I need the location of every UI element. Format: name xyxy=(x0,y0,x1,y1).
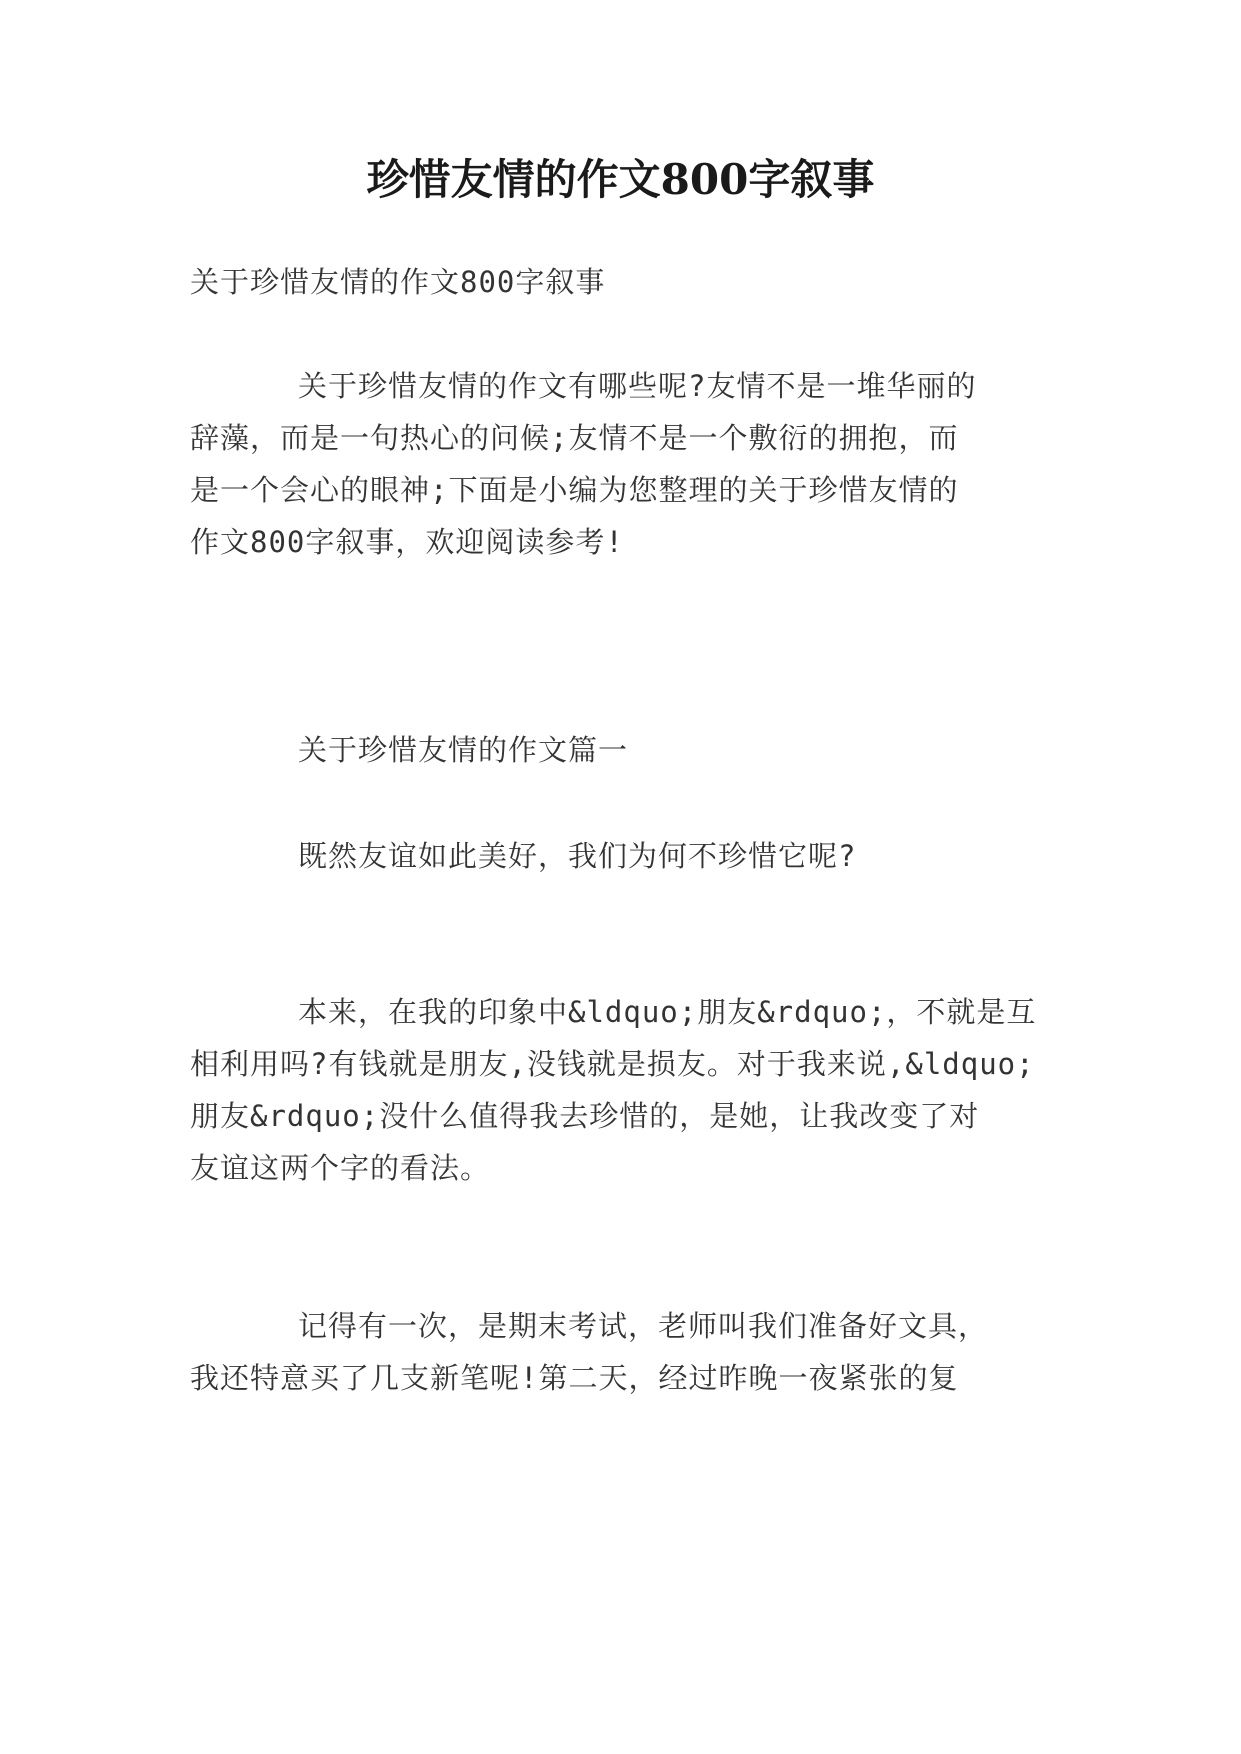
intro-line-3: 是一个会心的眼神;下面是小编为您整理的关于珍惜友情的 xyxy=(190,473,959,507)
intro-line-4: 作文800字叙事，欢迎阅读参考! xyxy=(190,525,624,559)
section-heading: 关于珍惜友情的作文篇一 xyxy=(298,733,629,767)
document-subtitle: 关于珍惜友情的作文800字叙事 xyxy=(190,265,606,299)
paragraph-2-line-3: 朋友&rdquo;没什么值得我去珍惜的，是她，让我改变了对 xyxy=(190,1099,980,1133)
document-title: 珍惜友情的作文800字叙事 xyxy=(366,155,875,204)
paragraph-1: 既然友谊如此美好，我们为何不珍惜它呢? xyxy=(298,839,857,873)
paragraph-2-line-4: 友谊这两个字的看法。 xyxy=(190,1151,491,1185)
paragraph-2-line-1: 本来，在我的印象中&ldquo;朋友&rdquo;，不就是互 xyxy=(298,995,1037,1029)
intro-line-1: 关于珍惜友情的作文有哪些呢?友情不是一堆华丽的 xyxy=(298,369,977,403)
intro-line-2: 辞藻，而是一句热心的问候;友情不是一个敷衍的拥抱，而 xyxy=(190,421,959,455)
paragraph-2-line-2: 相利用吗?有钱就是朋友,没钱就是损友。对于我来说,&ldquo; xyxy=(190,1047,1035,1081)
paragraph-3-line-1: 记得有一次，是期末考试，老师叫我们准备好文具， xyxy=(298,1309,989,1343)
paragraph-3-line-2: 我还特意买了几支新笔呢!第二天，经过昨晚一夜紧张的复 xyxy=(190,1361,959,1395)
